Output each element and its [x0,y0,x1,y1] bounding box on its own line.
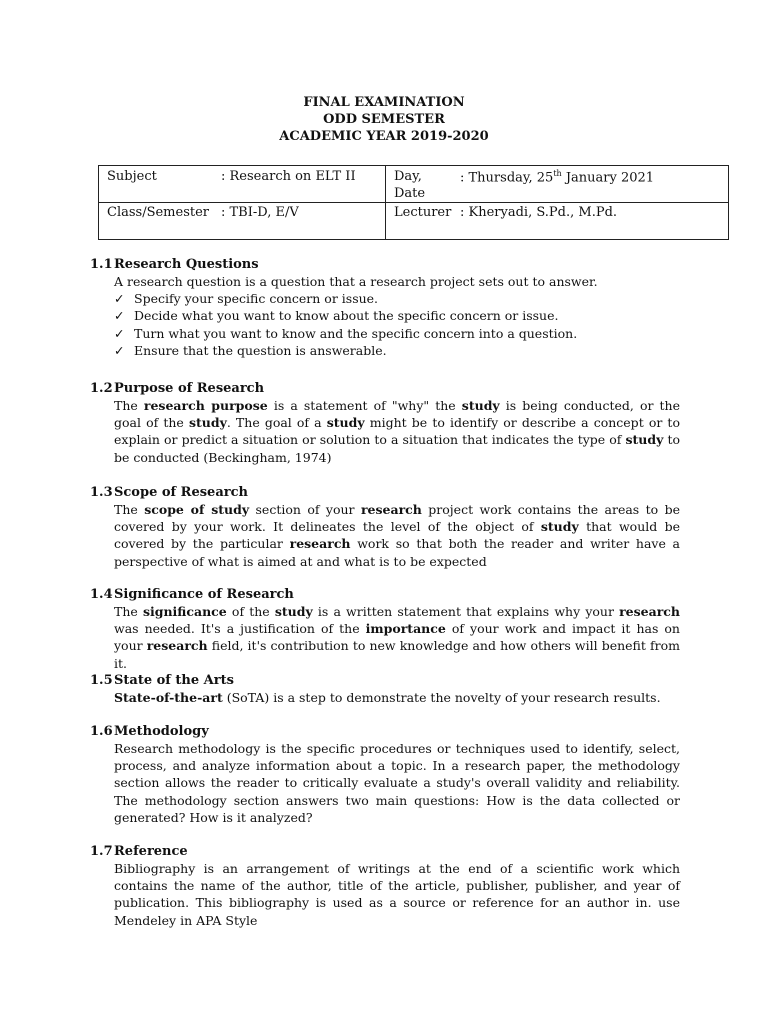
subject-label: Subject [107,169,157,184]
section-reference [90,843,680,929]
section-heading: 1.4 Significance of Research [90,587,294,602]
header-academic-year: ACADEMIC YEAR 2019-2020 [279,129,489,144]
day-date-value: : Thursday, 25th January 2021 [460,169,655,186]
info-row-2 [99,203,729,240]
checklist [114,290,680,359]
check-icon: ✓ [114,291,125,307]
class-value: : TBI-D, E/V [221,205,299,220]
class-label: Class/Semester [107,205,210,220]
exam-header [0,94,768,145]
section-heading: 1.7 Reference [90,844,188,859]
section-heading: 1.1 Research Questions [90,257,259,272]
checklist-item: ✓ Turn what you want to know and the specific concern into a question. [114,325,578,341]
info-row-1 [99,166,729,203]
section-purpose [90,380,680,466]
section-heading: 1.2 Purpose of Research [90,381,265,396]
exam-info-table [98,165,729,240]
subject-value: : Research on ELT II [221,169,356,184]
header-title: FINAL EXAMINATION [303,95,465,110]
section-heading: 1.6 Methodology [90,724,209,739]
section-paragraph: Bibliography is an arrangement of writings at the end of a scientific work which contains the name of the author, title of the article, publisher, publisher, and year of publication. This bibliography is used as a source or reference for an author in. use Mendeley in APA Style [114,861,680,928]
section-methodology [90,723,680,826]
checklist-item: ✓ Decide what you want to know about the specific concern or issue. [114,308,559,324]
class-cell [99,203,386,240]
section-scope [90,484,680,570]
section-heading: 1.5 State of the Arts [90,673,234,688]
section-significance [90,586,680,672]
day-label: Day, [394,169,422,184]
section-paragraph: The research purpose is a statement of "why" the study is being conducted, or the goal of the study. The goal of a study might be to identify or describe a concept or to explain or predict a situation or solution to a situation that indicates the type of study to be conducted (Beckingham, 1974) [114,398,680,465]
section-state-of-arts [90,672,680,706]
section-paragraph: Research methodology is the specific procedures or techniques used to identify, select, process, and analyze information about a topic. In a research paper, the methodology section allows the reader to critically evaluate a study's overall validity and reliability. The methodology section answers two main questions: How is the data collected or generated? How is it analyzed? [114,741,680,825]
date-label: Date [394,186,426,201]
section-paragraph: State-of-the-art (SoTA) is a step to demonstrate the novelty of your research results. [114,690,661,705]
header-semester: ODD SEMESTER [323,112,445,127]
section-intro: A research question is a question that a research project sets out to answer. [114,274,598,289]
section-heading: 1.3 Scope of Research [90,485,248,500]
lecturer-value: : Kheryadi, S.Pd., M.Pd. [460,205,618,220]
checklist-item: ✓ Ensure that the question is answerable. [114,342,387,358]
checklist-item: ✓ Specify your specific concern or issue. [114,291,379,307]
lecturer-cell [386,203,729,240]
section-paragraph: The scope of study section of your research project work contains the areas to be covered by your work. It delineates the level of the object of study that would be covered by the particular research work so that both the reader and writer have a perspective of what is aimed at and what is to be expected [114,502,681,569]
section-paragraph: The significance of the study is a written statement that explains why your research was needed. It's a justification of the importance of your work and impact it has on your research field, it's contribution to new knowledge and how others will benefit from it. [114,604,681,671]
check-icon: ✓ [114,325,125,341]
check-icon: ✓ [114,308,125,324]
day-date-cell [386,166,729,203]
lecturer-label: Lecturer [394,205,452,220]
section-research-questions [90,256,680,359]
check-icon: ✓ [114,342,125,358]
subject-cell [99,166,386,203]
